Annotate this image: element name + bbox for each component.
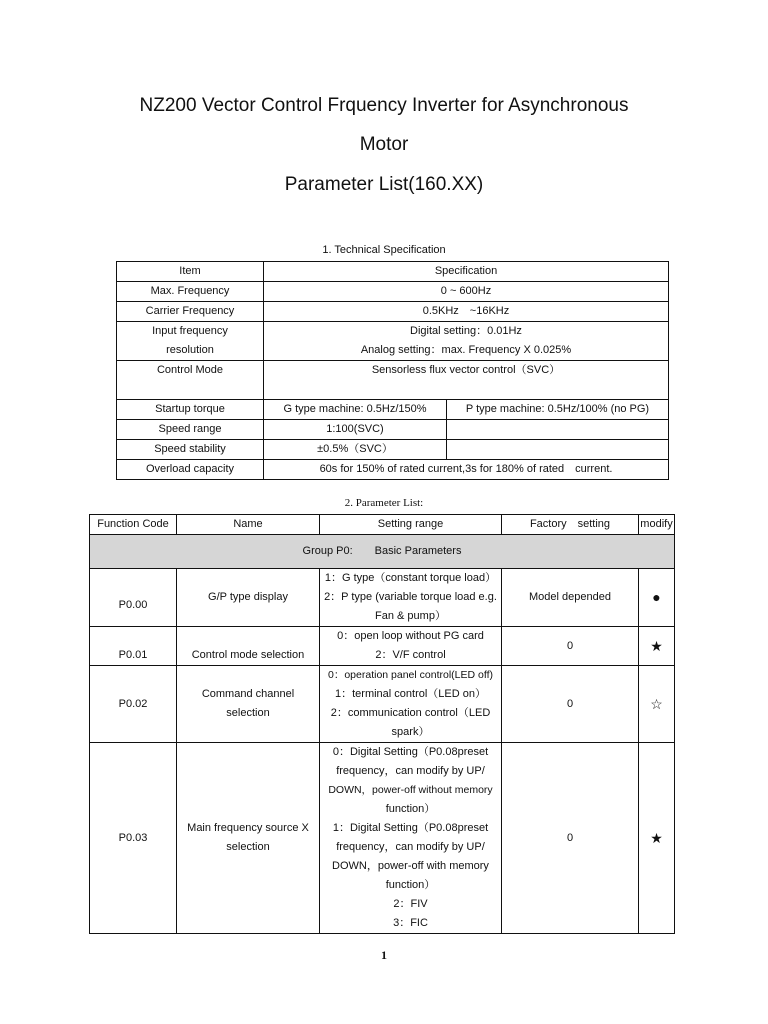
doc-subtitle: Parameter List(160.XX): [284, 174, 484, 195]
startup-torque-g-type: G type machine: 0.5Hz/150%: [264, 400, 447, 420]
p003-range-line9: 2：FIV: [393, 898, 428, 910]
p003-range-line6: frequency，can modify by UP/: [336, 841, 485, 853]
p001-range-line1: 0：open loop without PG card: [337, 630, 484, 642]
p000-range-line3: Fan & pump）: [375, 610, 446, 622]
speed-stability-empty: [447, 440, 669, 460]
p002-name: [177, 666, 320, 743]
input-resolution-digital: Digital setting：0.01Hz: [410, 325, 522, 337]
p003-modify: ★: [639, 743, 675, 934]
table-row: [90, 569, 675, 627]
p002-range-line4: spark）: [391, 726, 430, 738]
param-head-name: Name: [177, 515, 320, 535]
p003-name-line1: Main frequency source X: [187, 822, 309, 834]
p001-name: Control mode selection: [177, 627, 320, 666]
p002-range-line2: 1：terminal control（LED on）: [334, 688, 486, 700]
p003-range-line2: frequency，can modify by UP/: [336, 765, 485, 777]
p002-factory: 0: [502, 666, 639, 743]
p000-code: P0.00: [90, 569, 177, 627]
p002-name-line1: Command channel: [201, 688, 295, 700]
max-frequency-label: Max. Frequency: [117, 282, 264, 302]
p003-name: [177, 743, 320, 934]
p003-factory: 0: [502, 743, 639, 934]
speed-stability-label: Speed stability: [117, 440, 264, 460]
doc-title-line2: Motor: [359, 134, 409, 155]
p003-range-line4: function）: [385, 803, 436, 815]
tech-head-spec: Specification: [264, 262, 669, 282]
p001-modify: ★: [639, 627, 675, 666]
p002-modify: ☆: [639, 666, 675, 743]
max-frequency-value: 0 ~ 600Hz: [264, 282, 669, 302]
speed-range-empty: [447, 420, 669, 440]
p003-range-line7: DOWN，power-off with memory: [332, 860, 489, 872]
speed-range-value: 1:100(SVC): [264, 420, 447, 440]
p003-range-line8: function）: [385, 879, 436, 891]
input-resolution-label: [117, 322, 264, 361]
overload-capacity-label: Overload capacity: [117, 460, 264, 480]
carrier-frequency-value: 0.5KHz ~16KHz: [264, 302, 669, 322]
p002-range: [320, 666, 502, 743]
p003-name-line2: selection: [226, 841, 270, 853]
p003-code: P0.03: [90, 743, 177, 934]
param-head-modify: modify: [639, 515, 675, 535]
param-list-caption: 2. Parameter List:: [344, 497, 424, 509]
table-row: [90, 743, 675, 934]
p003-range-line10: 3：FIC: [393, 917, 428, 929]
carrier-frequency-label: Carrier Frequency: [117, 302, 264, 322]
speed-range-label: Speed range: [117, 420, 264, 440]
input-resolution-label-line1: Input frequency: [152, 325, 228, 337]
p000-range: [320, 569, 502, 627]
p002-range-line3: 2：communication control（LED: [330, 707, 491, 719]
tech-head-item: Item: [117, 262, 264, 282]
table-row: [90, 666, 675, 743]
input-resolution-analog: Analog setting：max. Frequency X 0.025%: [360, 344, 572, 356]
input-resolution-value: [264, 322, 669, 361]
p000-modify: ●: [639, 569, 675, 627]
control-mode-label: Control Mode: [117, 361, 264, 400]
p002-code: P0.02: [90, 666, 177, 743]
startup-torque-p-type: P type machine: 0.5Hz/100% (no PG): [447, 400, 669, 420]
p000-range-line2: 2：P type (variable torque load e.g.: [324, 591, 497, 603]
param-head-range: Setting range: [320, 515, 502, 535]
group-p0-header: Group P0: Basic Parameters: [90, 535, 675, 569]
speed-stability-value: ±0.5%（SVC）: [264, 440, 447, 460]
p001-range-line2: 2：V/F control: [375, 649, 446, 661]
input-resolution-label-line2: resolution: [166, 344, 214, 356]
page-number: 1: [381, 948, 387, 962]
p002-range-line1: 0：operation panel control(LED off): [328, 669, 493, 681]
parameter-table: [89, 514, 675, 934]
doc-title-line1: NZ200 Vector Control Frquency Inverter for Asynchronous: [139, 95, 629, 116]
tech-spec-table: [116, 261, 669, 480]
p000-range-line1: 1：G type（constant torque load）: [324, 572, 497, 584]
param-head-code: Function Code: [90, 515, 177, 535]
p000-name: G/P type display: [177, 569, 320, 627]
param-head-factory: Factory setting: [502, 515, 639, 535]
p003-range-line3: DOWN，power-off without memory: [328, 784, 493, 796]
p003-range: [320, 743, 502, 934]
p001-factory: 0: [502, 627, 639, 666]
p002-name-line2: selection: [226, 707, 270, 719]
startup-torque-label: Startup torque: [117, 400, 264, 420]
p000-factory: Model depended: [502, 569, 639, 627]
table-row: [90, 627, 675, 666]
tech-spec-caption: 1. Technical Specification: [322, 244, 446, 256]
overload-capacity-value: 60s for 150% of rated current,3s for 180% of rated current.: [264, 460, 669, 480]
control-mode-value: Sensorless flux vector control（SVC）: [264, 361, 669, 400]
p001-code: P0.01: [90, 627, 177, 666]
p001-range: [320, 627, 502, 666]
p003-range-line5: 1：Digital Setting（P0.08preset: [332, 822, 489, 834]
p003-range-line1: 0：Digital Setting（P0.08preset: [332, 746, 489, 758]
